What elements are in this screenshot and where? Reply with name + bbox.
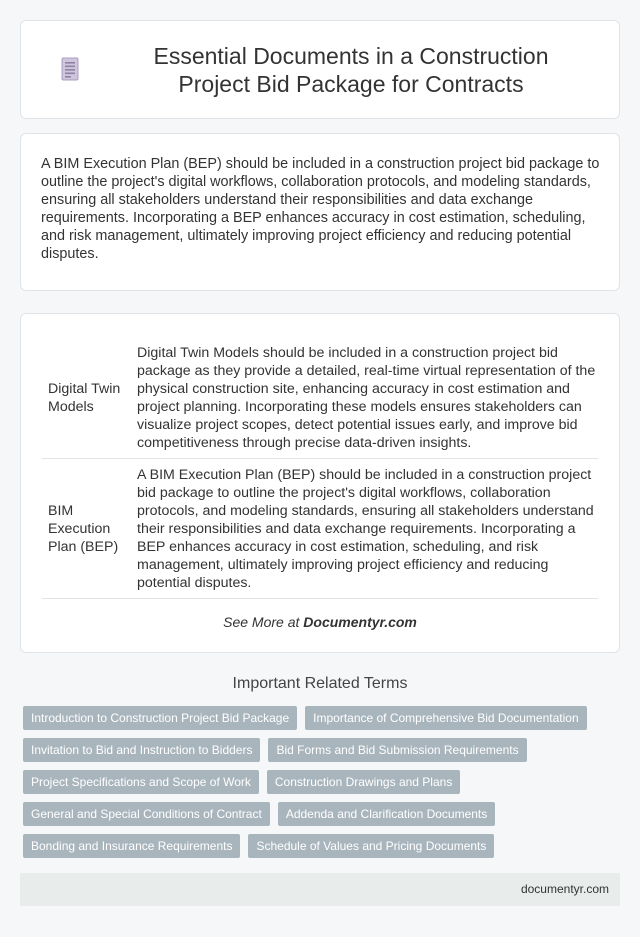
related-term-tag[interactable]: Bonding and Insurance Requirements: [23, 834, 240, 858]
related-term-tag[interactable]: Project Specifications and Scope of Work: [23, 770, 259, 794]
footer: [20, 873, 620, 906]
related-terms-list: [23, 706, 623, 866]
related-term-tag[interactable]: Bid Forms and Bid Submission Requirements: [268, 738, 526, 762]
related-term-tag[interactable]: Invitation to Bid and Instruction to Bidders: [23, 738, 260, 762]
see-more-link[interactable]: Documentyr.com: [303, 614, 417, 630]
term-cell: BIM Execution Plan (BEP): [48, 502, 119, 555]
related-terms-heading: Important Related Terms: [232, 675, 408, 692]
footer-site-link[interactable]: documentyr.com: [520, 882, 609, 896]
terms-table-card: [20, 313, 620, 653]
term-cell: Digital Twin Models: [48, 381, 121, 415]
description-cell: A BIM Execution Plan (BEP) should be included in a construction project bid package to outline the project's digital workflows, collaboration protocols, and modeling standards, ensuring all stakeholders understand their responsibilities and data exchange requirements. Incorporating a BEP enhances accuracy in cost estimation, scheduling, and risk management, ultimately improving project efficiency and reducing potential disputes.: [137, 466, 594, 591]
page-title: Essential Documents in a Construction Project Bid Package for Contracts: [153, 42, 549, 97]
table-row: [42, 459, 598, 599]
see-more: [21, 614, 619, 630]
related-term-tag[interactable]: Schedule of Values and Pricing Documents: [248, 834, 494, 858]
document-icon: [60, 57, 82, 83]
terms-table: [42, 338, 598, 599]
description-cell: Digital Twin Models should be included in a construction project bid package as they provide a detailed, real-time virtual representation of the physical construction site, enhancing accuracy in cost estimation and project planning. Incorporating these models ensures stakeholders can visualize project scopes, detect potential issues early, and improve bid competitiveness through precise data-driven insights.: [137, 345, 596, 451]
summary-text: A BIM Execution Plan (BEP) should be included in a construction project bid package to outline the project's digital workflows, collaboration protocols, and modeling standards, ensuring all stakeholders understand their responsibilities and data exchange requirements. Incorporating a BEP enhances accuracy in cost estimation, scheduling, and risk management, ultimately improving project efficiency and reducing potential disputes.: [41, 156, 600, 262]
table-row: [42, 338, 598, 459]
see-more-prefix: See More at: [223, 614, 304, 630]
related-term-tag[interactable]: General and Special Conditions of Contract: [23, 802, 270, 826]
title-card: [20, 20, 620, 119]
related-term-tag[interactable]: Introduction to Construction Project Bid Package: [23, 706, 297, 730]
related-term-tag[interactable]: Importance of Comprehensive Bid Documentation: [305, 706, 586, 730]
related-term-tag[interactable]: Construction Drawings and Plans: [267, 770, 460, 794]
related-term-tag[interactable]: Addenda and Clarification Documents: [278, 802, 495, 826]
summary-card: [20, 133, 620, 291]
